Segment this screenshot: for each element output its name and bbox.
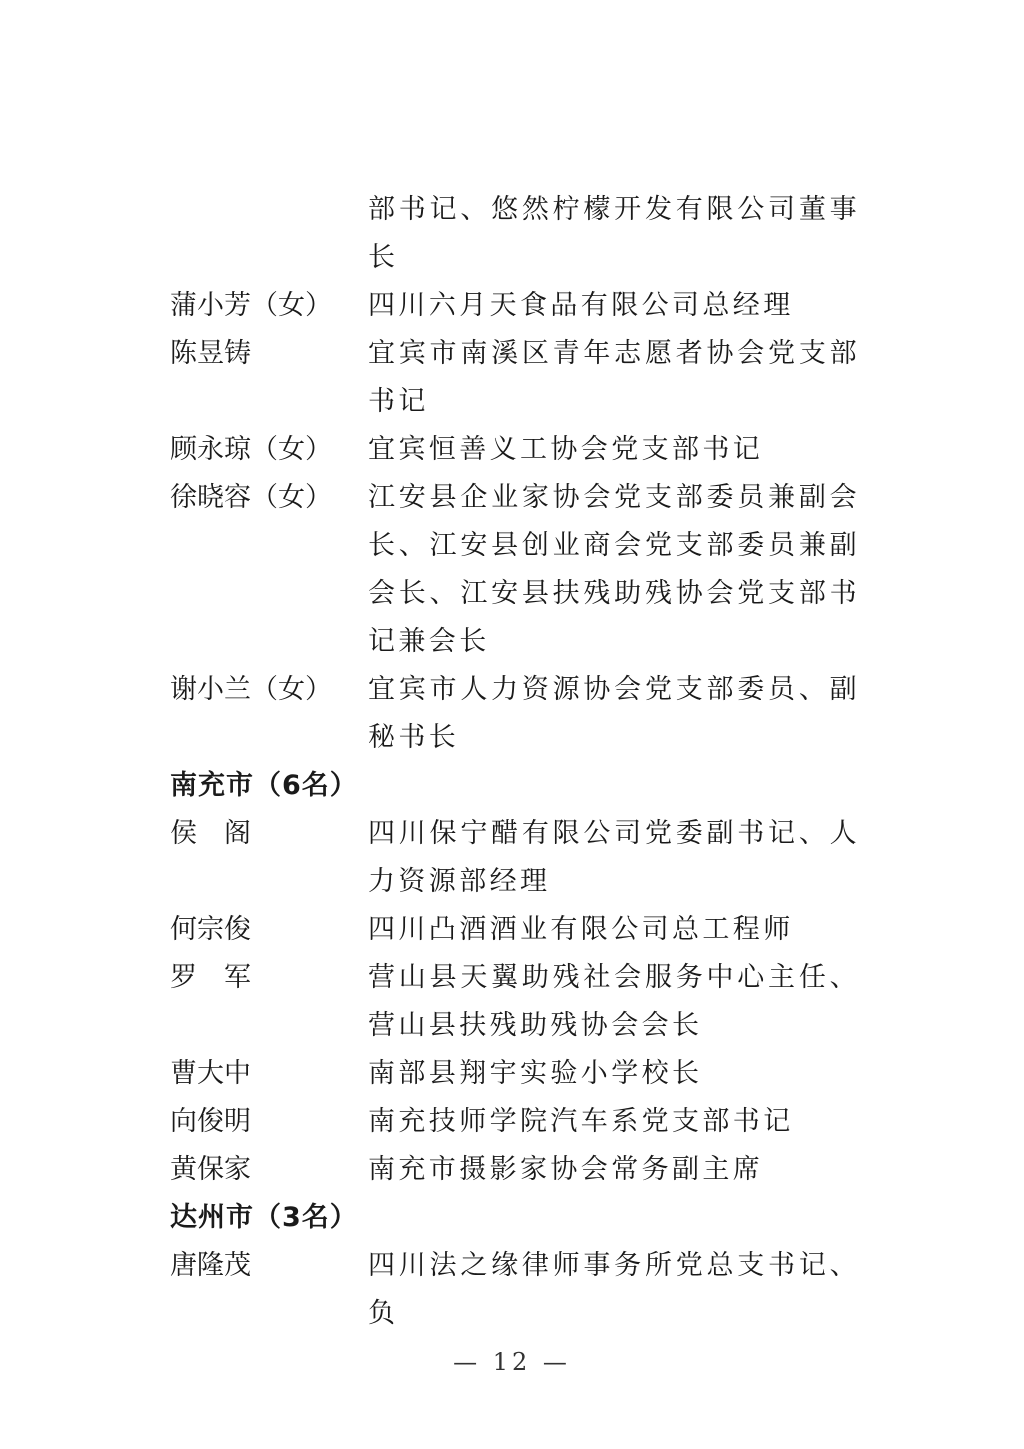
person-role: 宜宾市人力资源协会党支部委员、副秘书长 <box>368 674 860 753</box>
list-item <box>170 954 870 1050</box>
person-name: 何宗俊 <box>170 914 251 945</box>
person-name: 陈昱铸 <box>170 338 251 369</box>
person-name: 黄保家 <box>170 1154 251 1185</box>
person-role: 南充技师学院汽车系党支部书记 <box>368 1106 794 1137</box>
person-role: 宜宾恒善义工协会党支部书记 <box>368 434 764 465</box>
continued-role-line: 部书记、悠然柠檬开发有限公司董事长 <box>368 194 860 273</box>
person-name: 蒲小芳（女） <box>170 290 332 321</box>
person-name: 徐晓容（女） <box>170 482 332 513</box>
person-role: 四川六月天食品有限公司总经理 <box>368 290 794 321</box>
section-heading-dazhou: 达州市（3名） <box>170 1202 358 1233</box>
list-item <box>170 666 870 762</box>
person-name: 罗 军 <box>170 962 251 993</box>
person-name: 向俊明 <box>170 1106 251 1137</box>
page-number: — 12 — <box>453 1348 571 1376</box>
person-name: 侯 阁 <box>170 818 251 849</box>
list-item <box>170 474 870 666</box>
person-name: 曹大中 <box>170 1058 251 1089</box>
list-item <box>170 330 870 426</box>
list-item <box>170 1050 870 1098</box>
person-role: 江安县企业家协会党支部委员兼副会长、江安县创业商会党支部委员兼副会长、江安县扶残助残协会党支部书记兼会长 <box>368 482 860 657</box>
person-role: 四川凸酒酒业有限公司总工程师 <box>368 914 794 945</box>
section-heading-nanchong: 南充市（6名） <box>170 770 358 801</box>
person-role: 四川保宁醋有限公司党委副书记、人力资源部经理 <box>368 818 860 897</box>
list-item <box>170 810 870 906</box>
list-item <box>170 906 870 954</box>
person-role: 宜宾市南溪区青年志愿者协会党支部书记 <box>368 338 860 417</box>
list-item <box>170 1242 870 1338</box>
honoree-list <box>170 186 870 1338</box>
person-role: 营山县天翼助残社会服务中心主任、营山县扶残助残协会会长 <box>368 962 860 1041</box>
person-role: 四川法之缘律师事务所党总支书记、负 <box>368 1250 860 1329</box>
person-name: 唐隆茂 <box>170 1250 251 1281</box>
person-name: 顾永琼（女） <box>170 434 332 465</box>
person-name: 谢小兰（女） <box>170 674 332 705</box>
list-item <box>170 1146 870 1194</box>
list-item <box>170 426 870 474</box>
list-item <box>170 1098 870 1146</box>
person-role: 南部县翔宇实验小学校长 <box>368 1058 703 1089</box>
list-item <box>170 282 870 330</box>
person-role: 南充市摄影家协会常务副主席 <box>368 1154 764 1185</box>
